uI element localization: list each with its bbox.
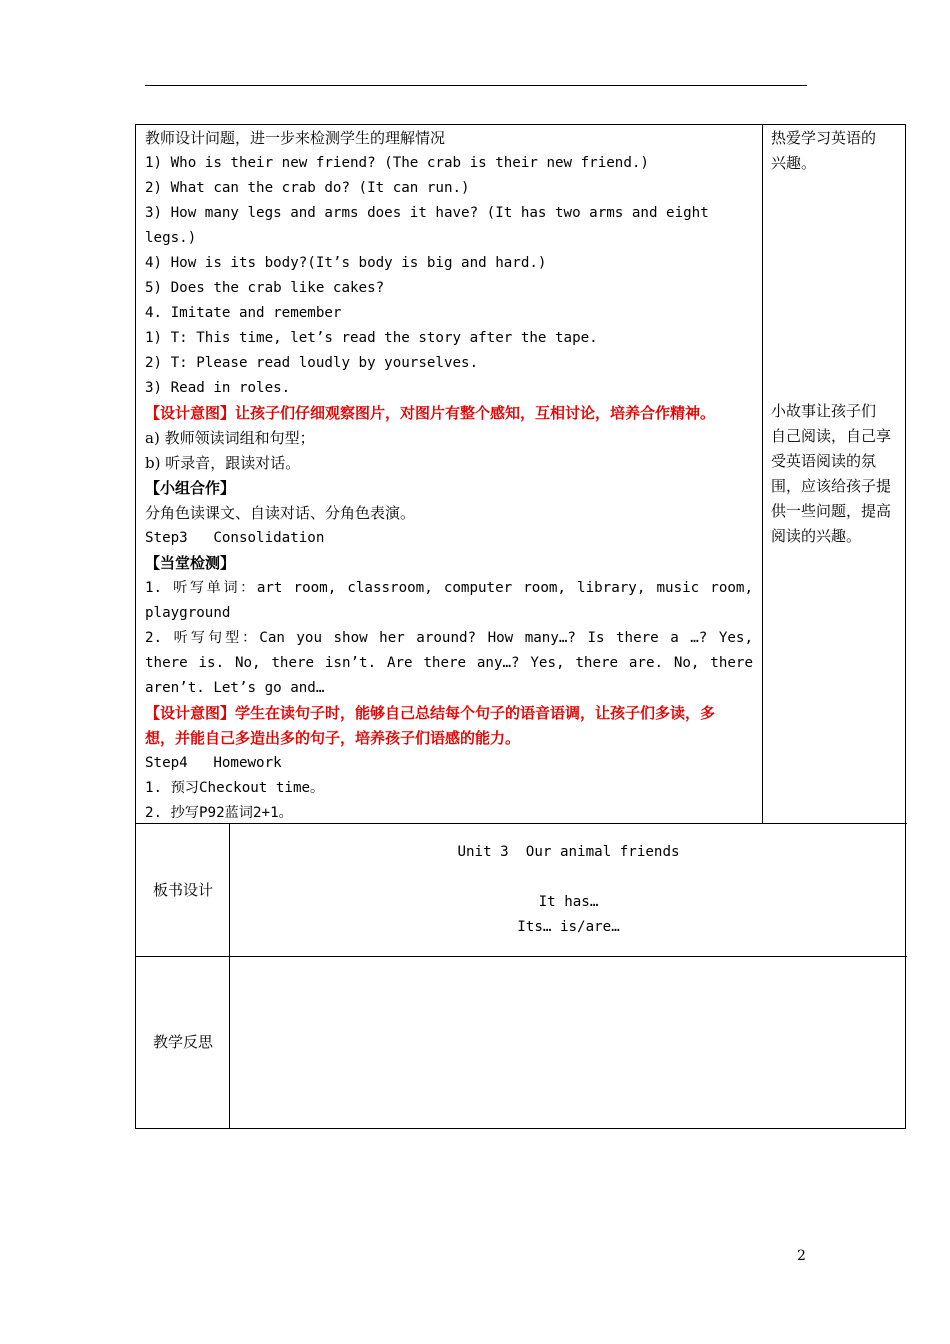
step3-heading: Step3 Consolidation: [145, 530, 325, 546]
step-imitate: 4. Imitate and remember: [145, 305, 342, 321]
question-1: 1) Who is their new friend? (The crab is their new friend.): [145, 155, 649, 171]
imitate-3: 3) Read in roles.: [145, 380, 291, 396]
side-note-line: 兴趣。: [771, 154, 817, 172]
teaching-reflection-label: 教学反思: [152, 1033, 213, 1051]
side-note-reading: [771, 399, 901, 549]
activity-a: a) 教师领读词组和句型；: [145, 429, 315, 447]
dictation-sentences-end: aren’t. Let’s go and…: [145, 680, 325, 696]
board-line-it-has: It has…: [538, 894, 599, 910]
dictation-sentences: 2. 听写句型：Can you show her around? How many…? Is there a …? Yes,: [145, 630, 753, 646]
question-4: 4) How is its body?(It’s body is big and hard.): [145, 255, 547, 271]
imitate-2: 2) T: Please read loudly by yourselves.: [145, 355, 479, 371]
side-note-line: 供一些问题，提高: [771, 502, 892, 520]
group-work-text: 分角色读课文、自读对话、分角色表演。: [145, 504, 416, 522]
design-intent-1: 【设计意图】让孩子们仔细观察图片，对图片有整个感知，互相讨论，培养合作精神。: [145, 404, 716, 422]
board-design-label: 板书设计: [152, 881, 213, 899]
label-column-divider: [229, 823, 230, 1129]
side-note-interest: [771, 126, 901, 176]
question-2: 2) What can the crab do? (It can run.): [145, 180, 470, 196]
step4-heading: Step4 Homework: [145, 755, 282, 771]
design-intent-2-cont: 想，并能自己多造出多的句子，培养孩子们语感的能力。: [145, 729, 521, 747]
question-5: 5) Does the crab like cakes?: [145, 280, 385, 296]
board-line-its: Its… is/are…: [517, 919, 620, 935]
main-content: [136, 125, 762, 823]
side-column-divider: [762, 125, 763, 824]
dictation-words-cont: playground: [145, 605, 231, 621]
side-note-line: 自己阅读，自己享: [771, 427, 892, 445]
activity-b: b) 听录音，跟读对话。: [145, 454, 301, 472]
question-3-cont: legs.): [145, 230, 197, 246]
homework-2: 2. 抄写P92蓝词2+1。: [145, 805, 293, 821]
dictation-sentences-cont: there is. No, there isn’t. Are there any…? Yes, there are. No, there: [145, 655, 753, 671]
page-number: 2: [797, 1248, 806, 1264]
homework-1: 1. 预习Checkout time。: [145, 780, 325, 796]
dictation-words: 1. 听写单词：art room, classroom, computer room, library, music room,: [145, 580, 753, 596]
question-3: 3) How many legs and arms does it have? (It has two arms and eight: [145, 205, 709, 221]
board-title: Unit 3 Our animal friends: [457, 844, 680, 860]
in-class-test-heading: 【当堂检测】: [145, 554, 236, 572]
side-note-line: 阅读的兴趣。: [771, 527, 862, 545]
imitate-1: 1) T: This time, let’s read the story after the tape.: [145, 330, 598, 346]
side-note-line: 受英语阅读的氛: [771, 452, 877, 470]
side-note-line: 围，应该给孩子提: [771, 477, 892, 495]
side-note-line: 热爱学习英语的: [771, 129, 877, 147]
design-intent-2: 【设计意图】学生在读句子时，能够自己总结每个句子的语音语调，让孩子们多读，多: [145, 704, 716, 722]
group-work-heading: 【小组合作】: [145, 479, 236, 497]
side-note-line: 小故事让孩子们: [771, 402, 877, 420]
reflection-section-top-border: [136, 956, 907, 957]
lesson-table: [135, 124, 906, 1129]
content-line-intro: 教师设计问题，进一步来检测学生的理解情况: [145, 129, 446, 147]
header-rule: [145, 85, 807, 86]
